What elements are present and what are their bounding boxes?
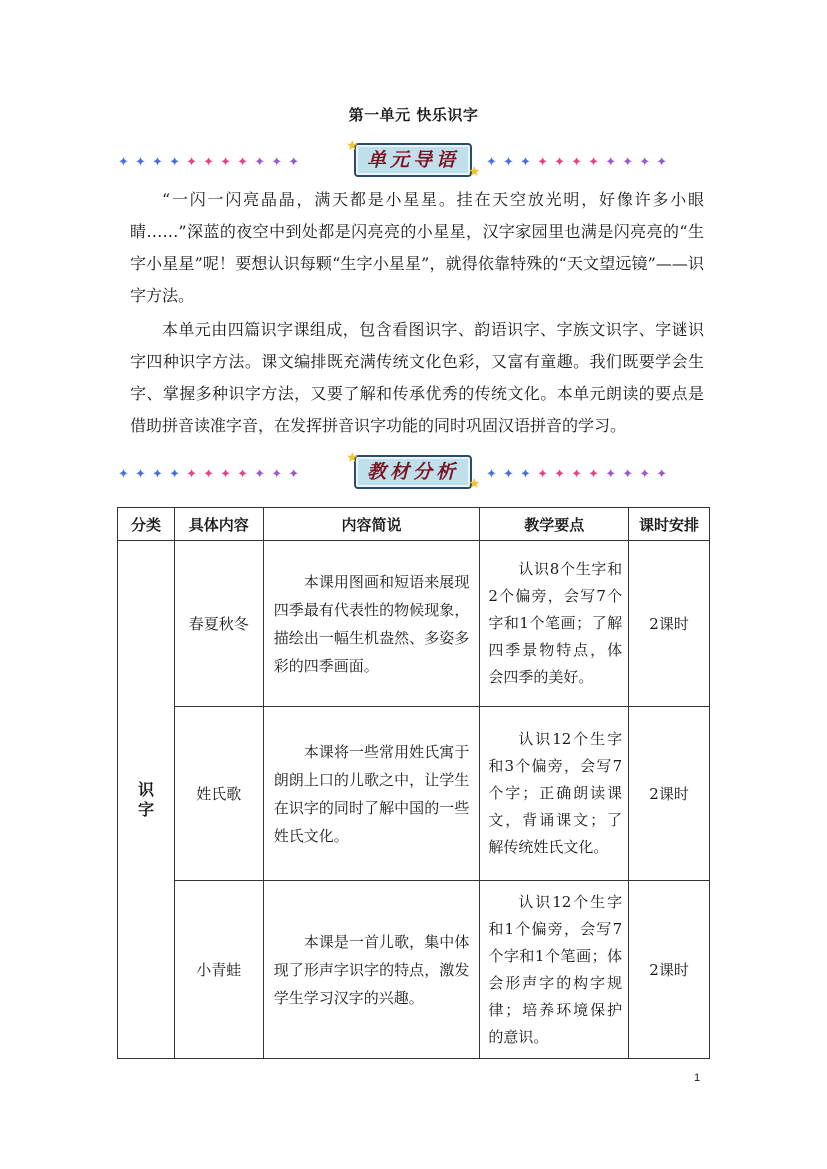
teaching-points: 认识12个生字和3个偏旁，会写7个字；正确朗读课文，背诵课文；了解传统姓氏文化。 xyxy=(480,707,629,881)
unit-title: 第一单元 快乐识字 xyxy=(348,106,479,124)
star-icon: ★ xyxy=(346,138,359,154)
section-badge xyxy=(354,455,472,489)
table-header-row xyxy=(118,508,710,541)
table-row xyxy=(118,541,710,707)
star-icon: ★ xyxy=(468,164,481,180)
right-star-decoration: ✦ ✦ ✦ ✦ ✦ ✦ ✦ ✦ ✦ ✦ ✦ xyxy=(486,155,669,170)
section-badge xyxy=(354,143,472,177)
star-icon: ★ xyxy=(468,476,481,492)
table-row xyxy=(118,707,710,881)
teaching-points: 认识8个生字和2个偏旁，会写7个字和1个笔画；了解四季景物特点，体会四季的美好。 xyxy=(480,541,629,707)
lesson-title: 姓氏歌 xyxy=(174,707,263,881)
intro-paragraph-1: “一闪一闪亮晶晶，满天都是小星星。挂在天空放光明，好像许多小眼睛……”深蓝的夜空中到处都是闪亮亮的小星星，汉字家园里也满是闪亮亮的“生字小星星”呢！要想认识每颗“生字小星星”，就得依靠特殊的“天文望远镜”——识字方法。 xyxy=(130,190,704,305)
right-star-decoration: ✦ ✦ ✦ ✦ ✦ ✦ ✦ ✦ ✦ ✦ ✦ xyxy=(486,467,669,482)
left-star-decoration: ✦ ✦ ✦ ✦ ✦ ✦ ✦ ✦ ✦ ✦ ✦ xyxy=(118,155,301,170)
column-header: 教学要点 xyxy=(480,508,629,541)
intro-paragraph-2: 本单元由四篇识字课组成，包含看图识字、韵语识字、字族文识字、字谜识字四种识字方法。课文编排既充满传统文化色彩，又富有童趣。我们既要学会生字、掌握多种识字方法，又要了解和传承优秀的传统文化。本单元朗读的要点是借助拼音读准字音，在发挥拼音识字功能的同时巩固汉语拼音的学习。 xyxy=(130,320,704,435)
category-cell xyxy=(118,541,175,1059)
left-star-decoration: ✦ ✦ ✦ ✦ ✦ ✦ ✦ ✦ ✦ ✦ ✦ xyxy=(118,467,301,482)
lesson-description: 本课是一首儿歌，集中体现了形声字识字的特点，激发学生学习汉字的兴趣。 xyxy=(263,881,480,1059)
column-header: 分类 xyxy=(118,508,175,541)
teaching-points: 认识12个生字和1个偏旁，会写7个字和1个笔画；体会形声字的构字规律；培养环境保护的意识。 xyxy=(480,881,629,1059)
section-badge-label: 教材分析 xyxy=(366,461,459,483)
column-header: 内容简说 xyxy=(263,508,480,541)
star-icon: ★ xyxy=(346,450,359,466)
class-hours: 2课时 xyxy=(629,881,710,1059)
column-header: 具体内容 xyxy=(174,508,263,541)
column-header: 课时安排 xyxy=(629,508,710,541)
textbook-analysis-table xyxy=(117,507,710,1059)
category-char: 识 xyxy=(137,779,154,799)
page-number: 1 xyxy=(694,1072,701,1084)
lesson-title: 小青蛙 xyxy=(174,881,263,1059)
section-banner-intro xyxy=(118,140,710,184)
section-badge-label: 单元导语 xyxy=(366,149,459,171)
category-char: 字 xyxy=(137,799,154,819)
lesson-description: 本课用图画和短语来展现四季最有代表性的物候现象，描绘出一幅生机盎然、多姿多彩的四季画面。 xyxy=(263,541,480,707)
class-hours: 2课时 xyxy=(629,707,710,881)
lesson-description: 本课将一些常用姓氏寓于朗朗上口的儿歌之中，让学生在识字的同时了解中国的一些姓氏文化。 xyxy=(263,707,480,881)
section-banner-analysis xyxy=(118,452,710,496)
table-row xyxy=(118,881,710,1059)
lesson-title: 春夏秋冬 xyxy=(174,541,263,707)
class-hours: 2课时 xyxy=(629,541,710,707)
